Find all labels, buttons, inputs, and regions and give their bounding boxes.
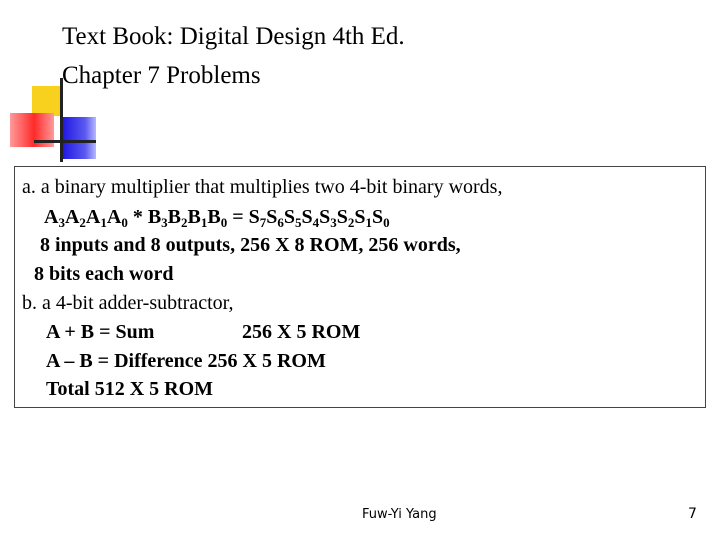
equation-subscript: 1	[100, 215, 107, 230]
problem-a-intro: a. a binary multiplier that multiplies two 4-bit binary words,	[22, 176, 503, 198]
equation-variable: B	[207, 206, 221, 228]
equation-subscript: 2	[181, 215, 188, 230]
equation-subscript: 0	[383, 215, 390, 230]
equation-variable: S	[283, 206, 295, 228]
equation-multiply-sign: *	[127, 206, 148, 228]
equation-variable: S	[354, 206, 366, 228]
equation-variable: B	[147, 206, 162, 228]
equation-subscript: 4	[312, 215, 320, 230]
sum-rom-size: 256 X 5 ROM	[242, 321, 361, 343]
difference-rom-line: A – B = Difference 256 X 5 ROM	[46, 350, 326, 372]
equation-subscript: 7	[259, 215, 267, 230]
sum-equation: A + B = Sum	[46, 321, 155, 343]
equation-subscript: 1	[200, 215, 208, 230]
equation-subscript: 3	[58, 215, 65, 230]
equation-equals-sign: =	[227, 206, 249, 228]
equation-variable: A	[64, 206, 80, 228]
page-number: 7	[688, 506, 697, 522]
equation-multiplicand	[44, 206, 128, 228]
equation-subscript: 6	[277, 215, 284, 230]
equation-product	[249, 206, 390, 228]
equation-variable: B	[187, 206, 201, 228]
equation-subscript: 3	[161, 215, 168, 230]
equation-variable: S	[266, 206, 278, 228]
problem-b-intro: b. a 4-bit adder-subtractor,	[22, 292, 234, 314]
equation-subscript: 3	[330, 215, 337, 230]
equation-variable: S	[371, 206, 384, 228]
decor-blue-square	[60, 117, 96, 159]
decor-horizontal-line	[34, 140, 96, 143]
equation-subscript: 0	[121, 215, 128, 230]
equation-multiplier	[148, 206, 227, 228]
equation-variable: S	[248, 206, 260, 228]
equation-variable: A	[106, 206, 122, 228]
total-rom-size: Total 512 X 5 ROM	[46, 378, 214, 400]
footer-author: Fuw-Yi Yang	[362, 507, 437, 522]
equation-subscript: 0	[220, 215, 228, 230]
equation-variable: S	[301, 206, 313, 228]
equation-variable: S	[336, 206, 348, 228]
problem-a-word-size: 8 bits each word	[34, 263, 174, 285]
equation-variable: B	[167, 206, 181, 228]
equation-subscript: 5	[294, 215, 302, 230]
equation-subscript: 2	[79, 215, 86, 230]
decor-yellow-square	[32, 86, 62, 116]
equation-variable: A	[85, 206, 101, 228]
equation-subscript: 1	[365, 215, 372, 230]
equation-variable: S	[319, 206, 331, 228]
equation-variable: A	[44, 206, 59, 228]
multiplier-equation	[44, 205, 390, 229]
equation-subscript: 2	[347, 215, 355, 230]
slide-title-line1: Text Book: Digital Design 4th Ed.	[62, 23, 405, 50]
problem-a-rom-size: 8 inputs and 8 outputs, 256 X 8 ROM, 256 words,	[40, 234, 461, 256]
slide-title-line2: Chapter 7 Problems	[62, 62, 261, 89]
